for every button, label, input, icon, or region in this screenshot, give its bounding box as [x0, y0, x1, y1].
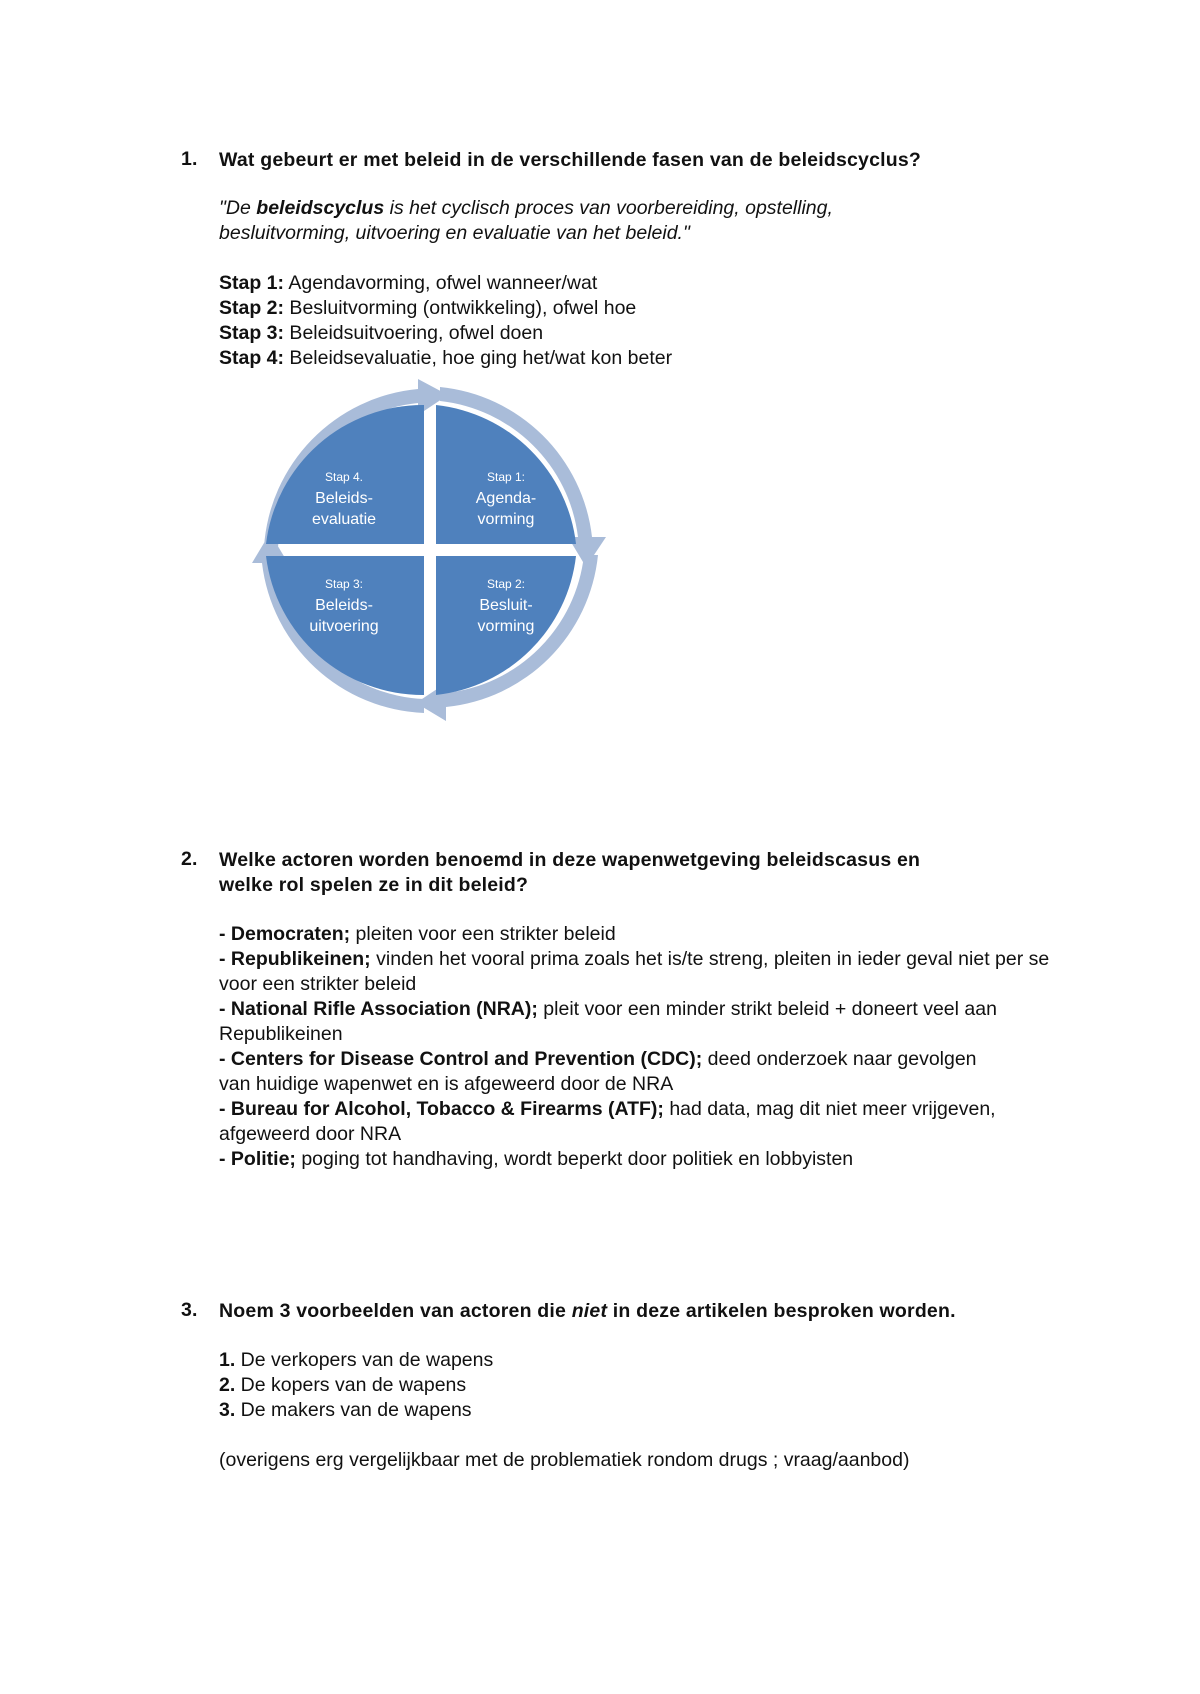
q2-label-line1: Besluit- [479, 597, 533, 614]
q1-label-line2: vorming [477, 511, 535, 528]
q3-examples-list [219, 1348, 1069, 1423]
q1-number: 1. [181, 148, 198, 170]
q1-small-label: Stap 1: [486, 470, 526, 484]
q3-label-line2: uitvoering [309, 618, 379, 635]
actor-atf: - Bureau for Alcohol, Tobacco & Firearms (ATF); had data, mag dit niet meer vrijgeven, afgeweerd door NRA [219, 1098, 996, 1145]
q1-quote-term: beleidscyclus [256, 197, 385, 219]
policy-cycle-diagram [240, 365, 620, 735]
q1-quote-line1 [219, 196, 1069, 221]
q1-quote-open: "De [219, 197, 257, 219]
q3-note: (overigens erg vergelijkbaar met de problematiek rondom drugs ; vraag/aanbod) [219, 1449, 910, 1471]
q1-quote [219, 196, 1069, 246]
q1-quote-line2: besluitvorming, uitvoering en evaluatie van het beleid." [219, 222, 690, 244]
q1-label-line1: Agenda- [475, 490, 537, 507]
actor-cdc: - Centers for Disease Control and Prevention (CDC); deed onderzoek naar gevolgen van huidige wapenwet en is afgeweerd door de NRA [219, 1048, 977, 1095]
q4-small-label: Stap 4. [324, 470, 364, 484]
q1-step-2: Stap 2: Besluitvorming (ontwikkeling), ofwel hoe [219, 297, 637, 319]
q1-step-1: Stap 1: Agendavorming, ofwel wanneer/wat [219, 272, 598, 294]
q1-step-3: Stap 3: Beleidsuitvoering, ofwel doen [219, 322, 544, 344]
q3-label-line1: Beleids- [315, 597, 373, 614]
q2-label-line2: vorming [477, 618, 535, 635]
q1-steps-list [219, 271, 1069, 371]
q2-actors-list [219, 922, 1069, 1172]
q1-step-4: Stap 4: Beleidsevaluatie, hoe ging het/wat kon beter [219, 347, 673, 369]
q3-item-3: 3. De makers van de wapens [219, 1399, 472, 1421]
q3-question: Noem 3 voorbeelden van actoren die niet in deze artikelen besproken worden. [219, 1300, 956, 1322]
q3-item-2: 2. De kopers van de wapens [219, 1374, 467, 1396]
q1-quote-rest: is het cyclisch proces van voorbereiding, opstelling, [384, 197, 833, 219]
q2-question [219, 848, 1079, 898]
q3-small-label: Stap 3: [324, 577, 364, 591]
q4-label-line1: Beleids- [315, 490, 373, 507]
actor-politie: - Politie; poging tot handhaving, wordt beperkt door politiek en lobbyisten [219, 1148, 854, 1170]
q2-question-line1: Welke actoren worden benoemd in deze wapenwetgeving beleidscasus en [219, 849, 921, 871]
q4-label-line2: evaluatie [311, 511, 377, 528]
q2-number: 2. [181, 848, 198, 870]
q3-number: 3. [181, 1299, 198, 1321]
q2-question-line2: welke rol spelen ze in dit beleid? [219, 874, 529, 896]
q2-small-label: Stap 2: [486, 577, 526, 591]
q1-question: Wat gebeurt er met beleid in de verschillende fasen van de beleidscyclus? [219, 149, 922, 171]
actor-nra: - National Rifle Association (NRA); pleit voor een minder strikt beleid + doneert veel aan Republikeinen [219, 998, 997, 1045]
actor-democraten: - Democraten; pleiten voor een strikter beleid [219, 923, 616, 945]
q3-question-emphasis: niet [571, 1300, 608, 1322]
actor-republikeinen: - Republikeinen; vinden het vooral prima zoals het is/te streng, pleiten in ieder geval niet per se voor een strikter beleid [219, 948, 1050, 995]
q3-item-1: 1. De verkopers van de wapens [219, 1349, 494, 1371]
cycle-arrow-ring [252, 379, 606, 721]
